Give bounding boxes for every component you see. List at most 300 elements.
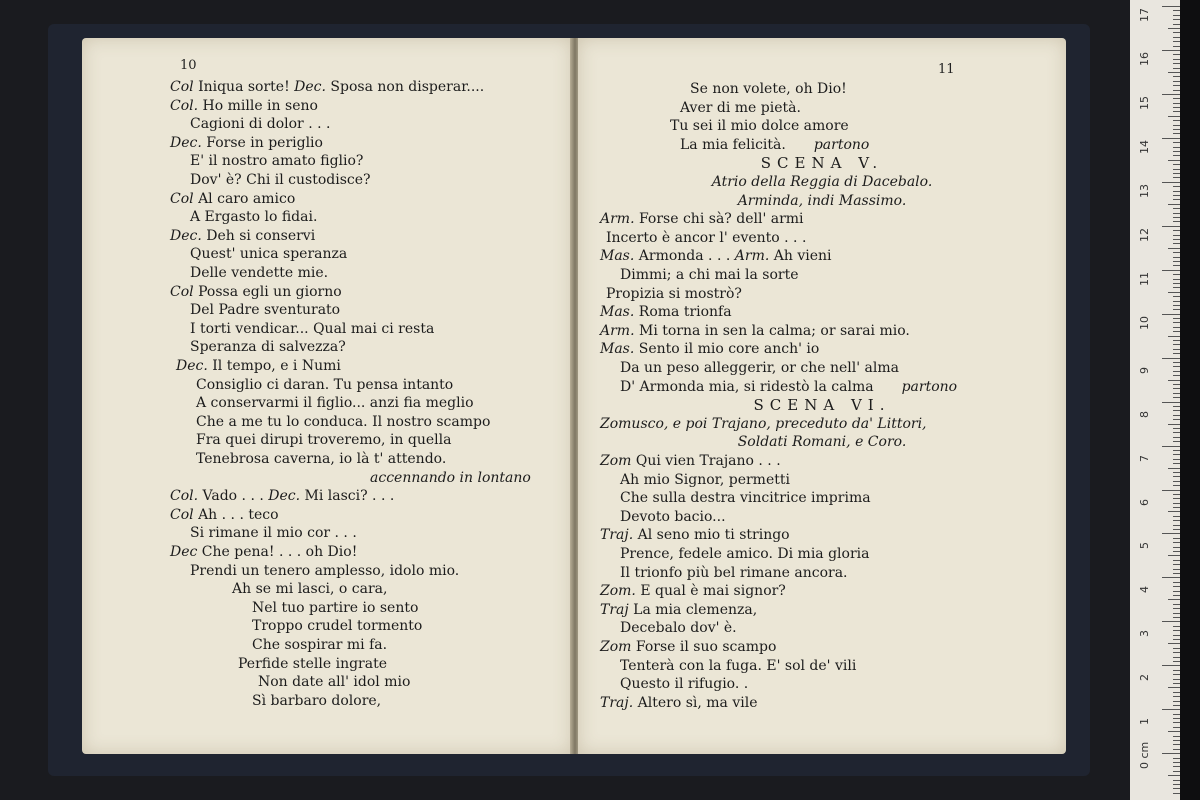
verse-text: Che pena! . . . oh Dio! bbox=[197, 544, 358, 560]
ruler-tick bbox=[1173, 195, 1180, 196]
ruler-tick bbox=[1173, 617, 1180, 618]
ruler-tick bbox=[1173, 476, 1180, 477]
speaker-label: Dec. bbox=[170, 227, 202, 244]
text-line bbox=[196, 450, 446, 468]
ruler-number: 17 bbox=[1138, 8, 1151, 22]
ruler-tick bbox=[1173, 459, 1180, 460]
text-line bbox=[190, 152, 363, 170]
verse-text: Sposa non disperar.... bbox=[325, 79, 485, 95]
speaker-label: Col bbox=[170, 506, 194, 523]
verse-text: E' il nostro amato figlio? bbox=[190, 153, 364, 170]
ruler-number: 7 bbox=[1138, 454, 1151, 462]
ruler-tick bbox=[1173, 186, 1180, 187]
ruler-tick bbox=[1173, 125, 1180, 126]
ruler-tick bbox=[1173, 24, 1180, 25]
speaker-label: Dec. bbox=[294, 79, 326, 95]
verse-text: Armonda . . . bbox=[634, 248, 735, 265]
ruler-tick bbox=[1173, 639, 1180, 640]
ruler-number: 10 bbox=[1138, 315, 1151, 330]
ruler-tick bbox=[1173, 736, 1180, 737]
ruler-tick bbox=[1173, 331, 1180, 332]
ruler-tick bbox=[1168, 687, 1180, 688]
text-line bbox=[680, 99, 801, 117]
left-page bbox=[82, 38, 572, 754]
verse-text: Fra quei dirupi troveremo, in quella bbox=[196, 432, 452, 449]
ruler-tick bbox=[1173, 164, 1180, 165]
ruler-tick bbox=[1173, 547, 1180, 548]
text-line bbox=[600, 303, 732, 321]
ruler-tick bbox=[1173, 213, 1180, 214]
ruler-tick bbox=[1173, 793, 1180, 794]
verse-text: Il trionfo più bel rimane ancora. bbox=[620, 564, 848, 581]
text-line bbox=[578, 154, 1066, 173]
ruler-tick bbox=[1173, 349, 1180, 350]
ruler-tick bbox=[1173, 41, 1180, 42]
text-line bbox=[620, 508, 726, 526]
text-line bbox=[238, 655, 387, 673]
text-line bbox=[196, 376, 453, 394]
text-line bbox=[600, 340, 819, 358]
ruler-tick bbox=[1173, 155, 1180, 156]
speaker-label: Col bbox=[170, 79, 194, 95]
ruler-tick bbox=[1173, 744, 1180, 745]
ruler-tick bbox=[1173, 463, 1180, 464]
ruler-tick bbox=[1173, 252, 1180, 253]
ruler-tick bbox=[1168, 424, 1180, 425]
ruler-tick bbox=[1173, 265, 1180, 266]
ruler-tick bbox=[1173, 208, 1180, 209]
ruler-tick bbox=[1173, 301, 1180, 302]
text-line bbox=[578, 192, 1066, 210]
verse-text: D' Armonda mia, si ridestò la calma bbox=[620, 378, 874, 395]
ruler-tick bbox=[1162, 94, 1180, 95]
speaker-label: Dec. bbox=[268, 488, 301, 505]
speaker-label: Traj. bbox=[600, 694, 634, 711]
text-line bbox=[190, 264, 328, 282]
ruler-tick bbox=[1173, 322, 1180, 323]
speaker-label: Zom bbox=[600, 639, 632, 655]
ruler-tick bbox=[1173, 63, 1180, 64]
verse-text: Al caro amico bbox=[193, 190, 296, 207]
text-line bbox=[190, 245, 347, 263]
text-line bbox=[600, 601, 757, 619]
verse-text: Aver di me pietà. bbox=[680, 99, 801, 116]
text-line bbox=[190, 562, 459, 580]
ruler-tick bbox=[1173, 191, 1180, 192]
speaker-label: Traj. bbox=[600, 527, 634, 544]
ruler-tick bbox=[1173, 81, 1180, 82]
ruler-tick bbox=[1173, 507, 1180, 508]
ruler-tick bbox=[1173, 129, 1180, 130]
scene-heading: SCENA VI. bbox=[753, 396, 891, 415]
ruler-number: 6 bbox=[1138, 498, 1151, 506]
ruler-tick bbox=[1173, 340, 1180, 341]
ruler-number: 8 bbox=[1138, 410, 1151, 418]
ruler-tick bbox=[1173, 718, 1180, 719]
ruler-tick bbox=[1173, 151, 1180, 152]
text-line bbox=[670, 117, 849, 135]
ruler-tick bbox=[1168, 731, 1180, 732]
ruler-tick bbox=[1173, 344, 1180, 345]
ruler-tick bbox=[1173, 59, 1180, 60]
ruler-tick bbox=[1173, 384, 1180, 385]
ruler-tick bbox=[1173, 696, 1180, 697]
text-line bbox=[190, 338, 346, 356]
ruler-tick bbox=[1173, 494, 1180, 495]
ruler-tick bbox=[1168, 160, 1180, 161]
verse-text: Mi torna in sen la calma; or sarai mio. bbox=[634, 322, 910, 339]
ruler-tick bbox=[1162, 446, 1180, 447]
ruler-tick bbox=[1173, 670, 1180, 671]
ruler-tick bbox=[1173, 243, 1180, 244]
ruler-tick bbox=[1173, 366, 1180, 367]
ruler-tick bbox=[1168, 380, 1180, 381]
ruler-tick bbox=[1173, 428, 1180, 429]
ruler-tick bbox=[1162, 314, 1180, 315]
text-line bbox=[578, 173, 1066, 191]
ruler-tick bbox=[1173, 595, 1180, 596]
page-number-right: 11 bbox=[938, 62, 955, 77]
text-line bbox=[170, 506, 279, 524]
verse-text: Mi lasci? . . . bbox=[300, 488, 395, 505]
ruler-tick bbox=[1173, 450, 1180, 451]
ruler-number: 9 bbox=[1138, 366, 1151, 374]
ruler-tick bbox=[1173, 296, 1180, 297]
ruler-tick bbox=[1173, 103, 1180, 104]
ruler-tick bbox=[1173, 485, 1180, 486]
verse-text: La mia clemenza, bbox=[628, 601, 758, 618]
verse-text: I torti vendicar... Qual mai ci resta bbox=[190, 320, 435, 337]
ruler-tick bbox=[1173, 261, 1180, 262]
ruler-tick bbox=[1173, 498, 1180, 499]
verse-text: Ah se mi lasci, o cara, bbox=[232, 581, 388, 598]
text-line bbox=[600, 452, 781, 470]
ruler-number: 13 bbox=[1138, 183, 1151, 198]
ruler-tick bbox=[1173, 652, 1180, 653]
ruler-tick bbox=[1173, 762, 1180, 763]
ruler-tick bbox=[1173, 46, 1180, 47]
ruler-number: 15 bbox=[1138, 95, 1151, 110]
ruler-number: 4 bbox=[1138, 586, 1151, 594]
verse-text: Questo il rifugio. . bbox=[620, 676, 749, 693]
text-line bbox=[600, 694, 757, 712]
ruler-tick bbox=[1162, 709, 1180, 710]
verse-text: Devoto bacio... bbox=[620, 508, 726, 525]
text-line bbox=[252, 617, 422, 635]
text-line bbox=[170, 134, 323, 152]
verse-text: Si rimane il mio cor . . . bbox=[190, 525, 357, 542]
ruler-tick bbox=[1173, 221, 1180, 222]
text-line bbox=[578, 433, 1066, 451]
ruler-number: 14 bbox=[1138, 139, 1151, 154]
ruler-tick bbox=[1173, 76, 1180, 77]
ruler-tick bbox=[1173, 98, 1180, 99]
ruler-tick bbox=[1173, 788, 1180, 789]
ruler-tick bbox=[1173, 147, 1180, 148]
ruler-tick bbox=[1168, 204, 1180, 205]
verse-text: Sì barbaro dolore, bbox=[252, 692, 382, 709]
text-line bbox=[196, 394, 474, 412]
text-line bbox=[196, 413, 490, 431]
text-line bbox=[690, 80, 847, 98]
ruler-tick bbox=[1173, 564, 1180, 565]
ruler-tick bbox=[1173, 648, 1180, 649]
text-line bbox=[600, 415, 927, 433]
ruler-tick bbox=[1173, 586, 1180, 587]
verse-text: Vado . . . bbox=[198, 488, 269, 505]
speaker-label: Traj bbox=[600, 601, 629, 618]
verse-text: A conservarmi il figlio... anzi fia meglio bbox=[196, 395, 474, 412]
ruler-number: 12 bbox=[1138, 227, 1151, 242]
verse-text: Che sospirar mi fa. bbox=[252, 637, 388, 653]
ruler-tick bbox=[1173, 771, 1180, 772]
ruler-tick bbox=[1162, 402, 1180, 403]
ruler-tick bbox=[1173, 560, 1180, 561]
verse-text: Al seno mio ti stringo bbox=[633, 527, 790, 544]
text-line bbox=[620, 266, 799, 284]
verse-text: Forse chi sà? dell' armi bbox=[634, 211, 804, 228]
verse-text: La mia felicità. bbox=[680, 136, 786, 153]
ruler-tick bbox=[1173, 679, 1180, 680]
right-page bbox=[578, 38, 1066, 754]
text-line bbox=[606, 285, 742, 303]
ruler-tick bbox=[1173, 604, 1180, 605]
ruler-tick bbox=[1173, 419, 1180, 420]
ruler-tick bbox=[1173, 701, 1180, 702]
text-line bbox=[176, 357, 341, 375]
verse-text: Dov' è? Chi il custodisce? bbox=[190, 172, 371, 188]
stage-direction: partono bbox=[901, 378, 958, 395]
verse-text: Sento il mio core anch' io bbox=[634, 341, 820, 358]
ruler-tick bbox=[1173, 573, 1180, 574]
ruler-tick bbox=[1173, 199, 1180, 200]
ruler-tick bbox=[1173, 274, 1180, 275]
ruler-tick bbox=[1173, 569, 1180, 570]
scene-heading: SCENA V. bbox=[760, 154, 884, 173]
text-line bbox=[190, 171, 371, 189]
verse-text: E qual è mai signor? bbox=[635, 583, 786, 600]
ruler-tick bbox=[1162, 533, 1180, 534]
text-line bbox=[600, 247, 832, 265]
text-line bbox=[600, 638, 776, 656]
verse-text: Del Padre sventurato bbox=[190, 302, 341, 319]
text-line bbox=[600, 210, 804, 228]
ruler-number: 16 bbox=[1138, 51, 1151, 66]
text-line bbox=[170, 227, 315, 245]
ruler-tick bbox=[1173, 397, 1180, 398]
verse-text: Iniqua sorte! bbox=[193, 79, 295, 95]
ruler-tick bbox=[1173, 169, 1180, 170]
text-line bbox=[620, 378, 957, 396]
verse-text: Quest' unica speranza bbox=[190, 246, 348, 263]
ruler-tick bbox=[1173, 279, 1180, 280]
ruler-tick bbox=[1173, 410, 1180, 411]
verse-text: Roma trionfa bbox=[634, 304, 732, 321]
ruler-tick bbox=[1173, 432, 1180, 433]
ruler-tick bbox=[1162, 182, 1180, 183]
ruler-tick bbox=[1173, 661, 1180, 662]
ruler-tick bbox=[1173, 10, 1180, 11]
ruler-tick bbox=[1173, 406, 1180, 407]
page-number-left: 10 bbox=[180, 58, 197, 73]
ruler-tick bbox=[1168, 511, 1180, 512]
text-line bbox=[620, 657, 856, 675]
ruler-tick bbox=[1173, 54, 1180, 55]
verse-text: Propizia si mostrò? bbox=[606, 285, 742, 302]
ruler-tick bbox=[1173, 173, 1180, 174]
speaker-label: Dec bbox=[170, 544, 198, 560]
ruler-tick bbox=[1173, 635, 1180, 636]
verse-text: Speranza di salvezza? bbox=[190, 339, 346, 356]
verse-text: Delle vendette mie. bbox=[190, 265, 329, 281]
ruler-tick bbox=[1168, 599, 1180, 600]
ruler-tick bbox=[1173, 309, 1180, 310]
text-line bbox=[600, 582, 786, 600]
ruler-number: 5 bbox=[1138, 542, 1151, 550]
ruler-tick bbox=[1173, 784, 1180, 785]
stage-direction: partono bbox=[813, 136, 870, 153]
text-line bbox=[620, 675, 748, 693]
ruler-tick bbox=[1173, 283, 1180, 284]
ruler-tick bbox=[1173, 305, 1180, 306]
speaker-label: Mas. bbox=[600, 248, 635, 265]
verse-text: Soldati Romani, e Coro. bbox=[737, 434, 907, 451]
verse-text: Nel tuo partire io sento bbox=[252, 599, 419, 616]
text-line bbox=[578, 396, 1066, 415]
ruler-tick bbox=[1162, 226, 1180, 227]
ruler-tick bbox=[1168, 72, 1180, 73]
ruler-tick bbox=[1173, 525, 1180, 526]
ruler-tick bbox=[1173, 318, 1180, 319]
ruler-tick bbox=[1173, 371, 1180, 372]
verse-text: Atrio della Reggia di Dacebalo. bbox=[711, 174, 933, 190]
ruler-tick bbox=[1173, 472, 1180, 473]
speaker-label: Arm. bbox=[600, 322, 635, 339]
ruler-number: 0 cm bbox=[1138, 741, 1151, 770]
ruler-tick bbox=[1173, 740, 1180, 741]
ruler-tick bbox=[1173, 749, 1180, 750]
ruler-tick bbox=[1162, 621, 1180, 622]
verse-text: Ah . . . teco bbox=[193, 506, 279, 523]
ruler-tick bbox=[1173, 257, 1180, 258]
ruler-tick bbox=[1173, 780, 1180, 781]
speaker-label: Col. bbox=[170, 97, 199, 114]
ruler-tick bbox=[1168, 248, 1180, 249]
ruler-tick bbox=[1168, 336, 1180, 337]
text-line bbox=[252, 599, 418, 617]
text-line bbox=[190, 301, 340, 319]
speaker-label: Dec. bbox=[176, 358, 208, 374]
ruler-tick bbox=[1162, 753, 1180, 754]
ruler-tick bbox=[1173, 538, 1180, 539]
verse-text: accennando in lontano bbox=[370, 469, 531, 486]
text-line bbox=[170, 283, 342, 301]
verse-text: Troppo crudel tormento bbox=[252, 618, 423, 635]
verse-text: Non date all' idol mio bbox=[258, 674, 411, 691]
speaker-label: Zom. bbox=[600, 583, 636, 600]
text-line bbox=[190, 524, 357, 542]
text-line bbox=[190, 320, 434, 338]
ruler-tick bbox=[1173, 393, 1180, 394]
verse-text: Tenterà con la fuga. E' sol de' vili bbox=[620, 657, 857, 674]
verse-text: Tu sei il mio dolce amore bbox=[670, 118, 849, 135]
verse-text: Decebalo dov' è. bbox=[620, 620, 737, 637]
verse-text: Forse il suo scampo bbox=[631, 639, 777, 655]
ruler-tick bbox=[1173, 683, 1180, 684]
text-line bbox=[170, 78, 484, 96]
text-line bbox=[258, 673, 410, 691]
ruler-tick bbox=[1173, 217, 1180, 218]
ruler-tick bbox=[1173, 520, 1180, 521]
ruler-tick bbox=[1168, 468, 1180, 469]
verse-text: Se non volete, oh Dio! bbox=[690, 81, 847, 97]
measuring-ruler bbox=[1130, 0, 1180, 800]
verse-text: Ah mio Signor, permetti bbox=[620, 471, 790, 488]
verse-text: Dimmi; a chi mai la sorte bbox=[620, 267, 799, 283]
ruler-tick bbox=[1173, 529, 1180, 530]
ruler-tick bbox=[1168, 775, 1180, 776]
verse-text: Possa egli un giorno bbox=[193, 283, 342, 300]
ruler-tick bbox=[1173, 415, 1180, 416]
ruler-tick bbox=[1173, 503, 1180, 504]
ruler-tick bbox=[1173, 85, 1180, 86]
ruler-tick bbox=[1173, 657, 1180, 658]
verse-text: Arminda, indi Massimo. bbox=[737, 192, 907, 209]
ruler-tick bbox=[1173, 90, 1180, 91]
verse-text: Prence, fedele amico. Di mia gloria bbox=[620, 546, 870, 562]
ruler-number: 3 bbox=[1138, 630, 1151, 638]
ruler-tick bbox=[1173, 362, 1180, 363]
ruler-tick bbox=[1173, 674, 1180, 675]
ruler-tick bbox=[1173, 591, 1180, 592]
ruler-tick bbox=[1173, 481, 1180, 482]
verse-text: Cagioni di dolor . . . bbox=[190, 116, 331, 133]
ruler-tick bbox=[1173, 32, 1180, 33]
ruler-tick bbox=[1173, 705, 1180, 706]
ruler-tick bbox=[1173, 37, 1180, 38]
verse-text: Perfide stelle ingrate bbox=[238, 655, 387, 672]
ruler-tick bbox=[1168, 292, 1180, 293]
verse-text: Zomusco, e poi Trajano, preceduto da' Littori, bbox=[600, 415, 927, 432]
ruler-tick bbox=[1162, 50, 1180, 51]
ruler-tick bbox=[1173, 177, 1180, 178]
ruler-tick bbox=[1173, 582, 1180, 583]
ruler-tick bbox=[1173, 613, 1180, 614]
ruler-tick bbox=[1173, 375, 1180, 376]
verse-text: Deh si conservi bbox=[201, 227, 316, 244]
ruler-tick bbox=[1173, 608, 1180, 609]
ruler-tick bbox=[1173, 727, 1180, 728]
speaker-label: Arm. bbox=[734, 248, 770, 265]
ruler-tick bbox=[1173, 692, 1180, 693]
verse-text: Il tempo, e i Numi bbox=[207, 358, 341, 374]
ruler-tick bbox=[1173, 758, 1180, 759]
ruler-tick bbox=[1173, 551, 1180, 552]
text-line bbox=[196, 431, 451, 449]
text-line bbox=[620, 564, 848, 582]
verse-text: Altero sì, ma vile bbox=[633, 694, 758, 711]
text-line bbox=[252, 692, 381, 710]
speaker-label: Col bbox=[170, 190, 194, 207]
text-line bbox=[170, 487, 394, 505]
ruler-tick bbox=[1173, 239, 1180, 240]
text-line bbox=[252, 636, 387, 654]
ruler-tick bbox=[1173, 287, 1180, 288]
ruler-tick bbox=[1173, 766, 1180, 767]
speaker-label: Mas. bbox=[600, 341, 635, 358]
text-line bbox=[620, 359, 899, 377]
ruler-tick bbox=[1173, 230, 1180, 231]
